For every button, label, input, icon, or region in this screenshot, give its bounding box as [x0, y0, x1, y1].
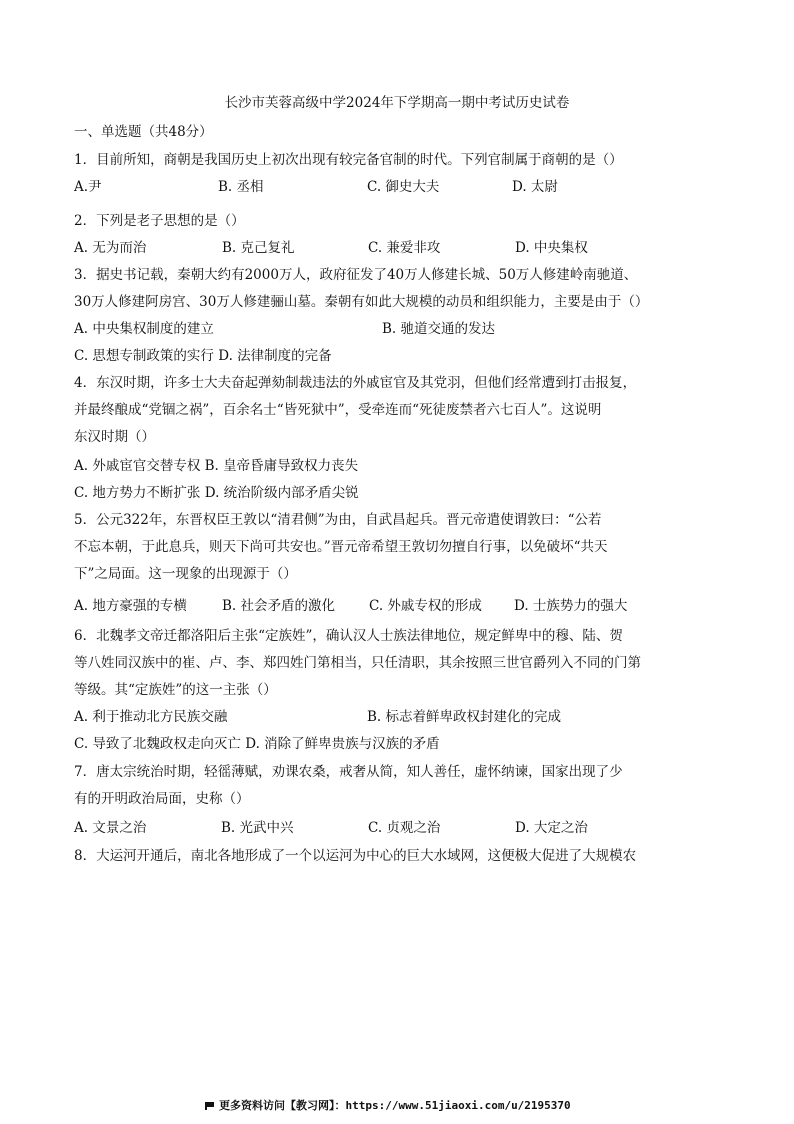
question-2-stem: 2．下列是老子思想的是（） — [74, 213, 245, 229]
question-1-option-b: B. 丞相 — [218, 179, 264, 195]
question-6-stem-line-1: 6．北魏孝文帝迁都洛阳后主张“定族姓”，确认汉人士族法律地位，规定鲜卑中的穆、陆、贺 — [74, 628, 623, 644]
question-6-stem-line-2: 等八姓同汉族中的崔、卢、李、郑四姓门第相当，只任清职，其余按照三世官爵列入不同的门第 — [74, 655, 641, 671]
question-4-stem-line-1: 4．东汉时期，许多士大夫奋起弹劾制裁违法的外戚宦官及其党羽，但他们经常遭到打击报复， — [74, 375, 637, 391]
question-4-stem-line-2: 并最终酿成“党锢之祸”，百余名士“皆死狱中”，受牵连而“死徒废禁者六七百人”。这说明 — [74, 402, 602, 418]
question-7-option-a: A. 文景之治 — [74, 820, 147, 836]
question-2-option-a: A. 无为而治 — [74, 240, 147, 256]
question-8-stem-line-1: 8．大运河开通后，南北各地形成了一个以运河为中心的巨大水域网，这便极大促进了大规模农 — [74, 848, 637, 864]
question-7-option-c: C. 贞观之治 — [368, 820, 441, 836]
question-3-option-a: A. 中央集权制度的建立 — [74, 321, 214, 337]
question-5-stem-line-2: 不忘本朝，于此息兵，则天下尚可共安也。”晋元帝希望王敦切勿擅自行事，以免破坏“共天 — [74, 539, 608, 555]
question-5-option-b: B. 社会矛盾的激化 — [222, 598, 336, 614]
question-5-stem-line-1: 5．公元322年，东晋权臣王敦以“清君侧”为由，自武昌起兵。晋元帝遣使谓敦曰：“公若 — [74, 512, 602, 528]
flag-icon — [205, 1102, 215, 1110]
question-1-option-d: D. 太尉 — [512, 179, 558, 195]
question-4-option-ab: A. 外戚宦官交替专权 B. 皇帝昏庸导致权力丧失 — [74, 458, 359, 474]
question-6-stem-line-3: 等级。其“定族姓”的这一主张（） — [74, 682, 277, 698]
question-6-option-a: A. 利于推动北方民族交融 — [74, 709, 228, 725]
question-4-stem-line-3: 东汉时期（） — [74, 429, 155, 445]
question-7-stem-line-2: 有的开明政治局面，史称（） — [74, 791, 250, 807]
question-7-option-d: D. 大定之治 — [515, 820, 588, 836]
question-3-stem-line-2: 30万人修建阿房宫、30万人修建骊山墓。秦朝有如此大规模的动员和组织能力，主要是由于（） — [74, 294, 649, 310]
question-5-option-d: D. 士族势力的强大 — [514, 598, 628, 614]
question-5-stem-line-3: 下”之局面。这一现象的出现源于（） — [74, 566, 297, 582]
question-6-option-cd: C. 导致了北魏政权走向灭亡 D. 消除了鲜卑贵族与汉族的矛盾 — [74, 736, 440, 752]
question-2-option-b: B. 克己复礼 — [222, 240, 295, 256]
question-7-stem-line-1: 7．唐太宗统治时期，轻徭薄赋，劝课农桑，戒奢从简，知人善任，虚怀纳谏，国家出现了少 — [74, 764, 623, 780]
question-5-option-c: C. 外戚专权的形成 — [369, 598, 482, 614]
question-2-option-c: C. 兼爱非攻 — [368, 240, 441, 256]
question-7-option-b: B. 光武中兴 — [221, 820, 294, 836]
footer-text[interactable]: 更多资料访问【教习网】：https://www.51jiaoxi.com/u/2195370 — [219, 1099, 571, 1112]
section-header: 一、单选题（共48分） — [74, 124, 213, 140]
question-3-stem-line-1: 3．据史书记载，秦朝大约有2000万人，政府征发了40万人修建长城、50万人修建岭南驰道、 — [74, 267, 638, 283]
question-6-option-b: B. 标志着鲜卑政权封建化的完成 — [367, 709, 562, 725]
question-1-stem: 1．目前所知，商朝是我国历史上初次出现有较完备官制的时代。下列官制属于商朝的是（） — [74, 152, 623, 168]
question-1-option-c: C. 御史大夫 — [367, 179, 440, 195]
footer-link[interactable] — [205, 1098, 571, 1114]
question-2-option-d: D. 中央集权 — [515, 240, 588, 256]
question-4-option-cd: C. 地方势力不断扩张 D. 统治阶级内部矛盾尖锐 — [74, 485, 359, 501]
question-5-option-a: A. 地方豪强的专横 — [74, 598, 187, 614]
question-3-option-b: B. 驰道交通的发达 — [382, 321, 496, 337]
question-3-option-cd: C. 思想专制政策的实行 D. 法律制度的完备 — [74, 348, 332, 364]
question-1-option-a: A.尹 — [74, 179, 102, 195]
exam-title: 长沙市芙蓉高级中学2024年下学期高一期中考试历史试卷 — [224, 95, 570, 111]
